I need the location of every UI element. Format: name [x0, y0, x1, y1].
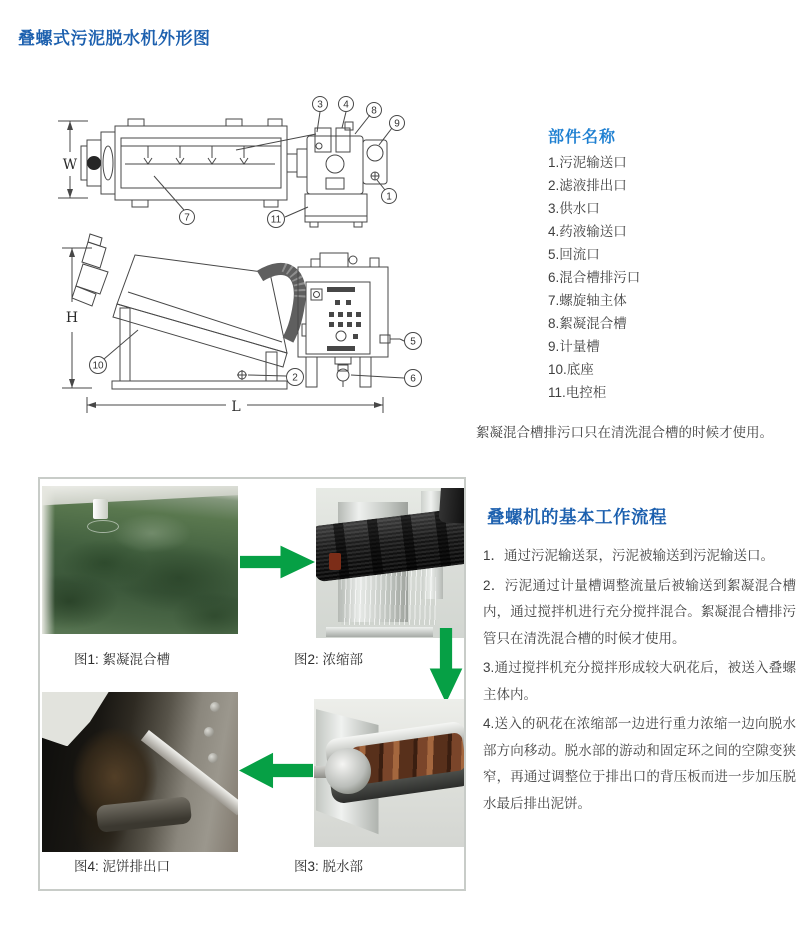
fig4-sludge-cake: [73, 727, 159, 852]
process-figures-frame: [38, 477, 466, 891]
flow-arrow-down-icon: [429, 628, 463, 703]
parts-list-item: 7.螺旋轴主体: [548, 293, 627, 308]
fig1-tank-rim: [42, 486, 238, 506]
fig4-bolt: [208, 753, 218, 763]
parts-list: [548, 151, 640, 404]
parts-list-item: 6.混合槽排污口: [548, 270, 641, 285]
fig2-base-bracket: [326, 627, 433, 637]
workflow-steps: [483, 543, 796, 820]
fig4-caption: 图4: 泥饼排出口: [74, 859, 171, 874]
parts-list-item: 8.絮凝混合槽: [548, 316, 627, 331]
callout-3: 3: [317, 99, 323, 111]
photo-thickening-section: [316, 488, 464, 638]
callout-8: 8: [371, 105, 377, 117]
machine-side-view-drawing: [40, 230, 470, 425]
photo-dewatering-section: [314, 699, 464, 847]
fig1-ripple: [87, 520, 119, 533]
fig2-caption: 图2: 浓缩部: [294, 652, 364, 667]
parts-list-item: 4.药液输送口: [548, 224, 627, 239]
fig1-nozzle: [93, 499, 108, 519]
flow-arrow-left-icon: [239, 752, 313, 789]
callout-1: 1: [386, 191, 392, 203]
workflow-step: 3.通过搅拌机充分搅拌形成较大矾花后，被送入叠螺主体内。: [483, 660, 796, 702]
parts-list-item: 1.污泥输送口: [548, 155, 627, 170]
callout-7: 7: [184, 212, 190, 224]
callout-5: 5: [410, 336, 416, 348]
photo-cake-outlet: [42, 692, 238, 852]
workflow-heading: 叠螺机的基本工作流程: [487, 507, 667, 527]
screw-body-top-view: [81, 119, 316, 207]
parts-panel-heading: 部件名称: [548, 129, 617, 146]
photo-flocculation-tank: [42, 486, 238, 634]
fig2-inlet-cup: [439, 488, 464, 523]
fig4-bolt: [210, 702, 220, 712]
page-title: 叠螺式污泥脱水机外形图: [18, 29, 211, 48]
flow-arrow-right-icon: [240, 545, 315, 579]
fig1-caption: 图1: 絮凝混合槽: [74, 652, 171, 667]
callout-11: 11: [270, 214, 282, 226]
parts-list-item: 2.滤液排出口: [548, 178, 627, 193]
fig3-end-disc: [325, 748, 371, 794]
screw-body-side-view: [72, 234, 287, 389]
parts-list-item: 3.供水口: [548, 201, 600, 216]
callout-2: 2: [292, 372, 298, 384]
workflow-step: 2．污泥通过计量槽调整流量后被输送到絮凝混合槽内，通过搅拌机进行充分搅拌混合。絮凝混合槽排污管只在清洗混合槽的时候才使用。: [483, 577, 796, 646]
mixing-tank-cabinet: [298, 253, 400, 387]
callout-4: 4: [343, 99, 349, 111]
dim-label-l: L: [231, 399, 241, 415]
callout-10: 10: [92, 360, 104, 372]
fig1-tank-wall: [42, 486, 55, 634]
workflow-step: 4.送入的矾花在浓缩部一边进行重力浓缩一边向脱水部方向移动。脱水部的游动和固定环之间的空隙变狭窄，再通过调整位于排出口的背压板而进一步加压脱水最后排出泥饼。: [483, 716, 796, 811]
side-view-callouts: [90, 333, 422, 387]
callout-6: 6: [410, 373, 416, 385]
fig2-sludge-spot: [329, 553, 341, 570]
workflow-step: 1．通过污泥输送泵，污泥被输送到污泥输送口。: [483, 548, 775, 563]
fig3-caption: 图3: 脱水部: [294, 859, 364, 874]
machine-top-view-drawing: [40, 88, 460, 233]
parts-list-item: 11.电控柜: [548, 385, 607, 400]
parts-note: 絮凝混合槽排污口只在清洗混合槽的时候才使用。: [476, 425, 773, 440]
dim-label-w: W: [62, 157, 78, 173]
parts-list-item: 9.计量槽: [548, 339, 600, 354]
callout-9: 9: [394, 118, 400, 130]
parts-list-item: 10.底座: [548, 362, 594, 377]
dim-label-h: H: [65, 310, 79, 326]
parts-list-item: 5.回流口: [548, 247, 600, 262]
fig4-bolt: [204, 727, 214, 737]
drive-unit-top-view: [287, 122, 387, 227]
